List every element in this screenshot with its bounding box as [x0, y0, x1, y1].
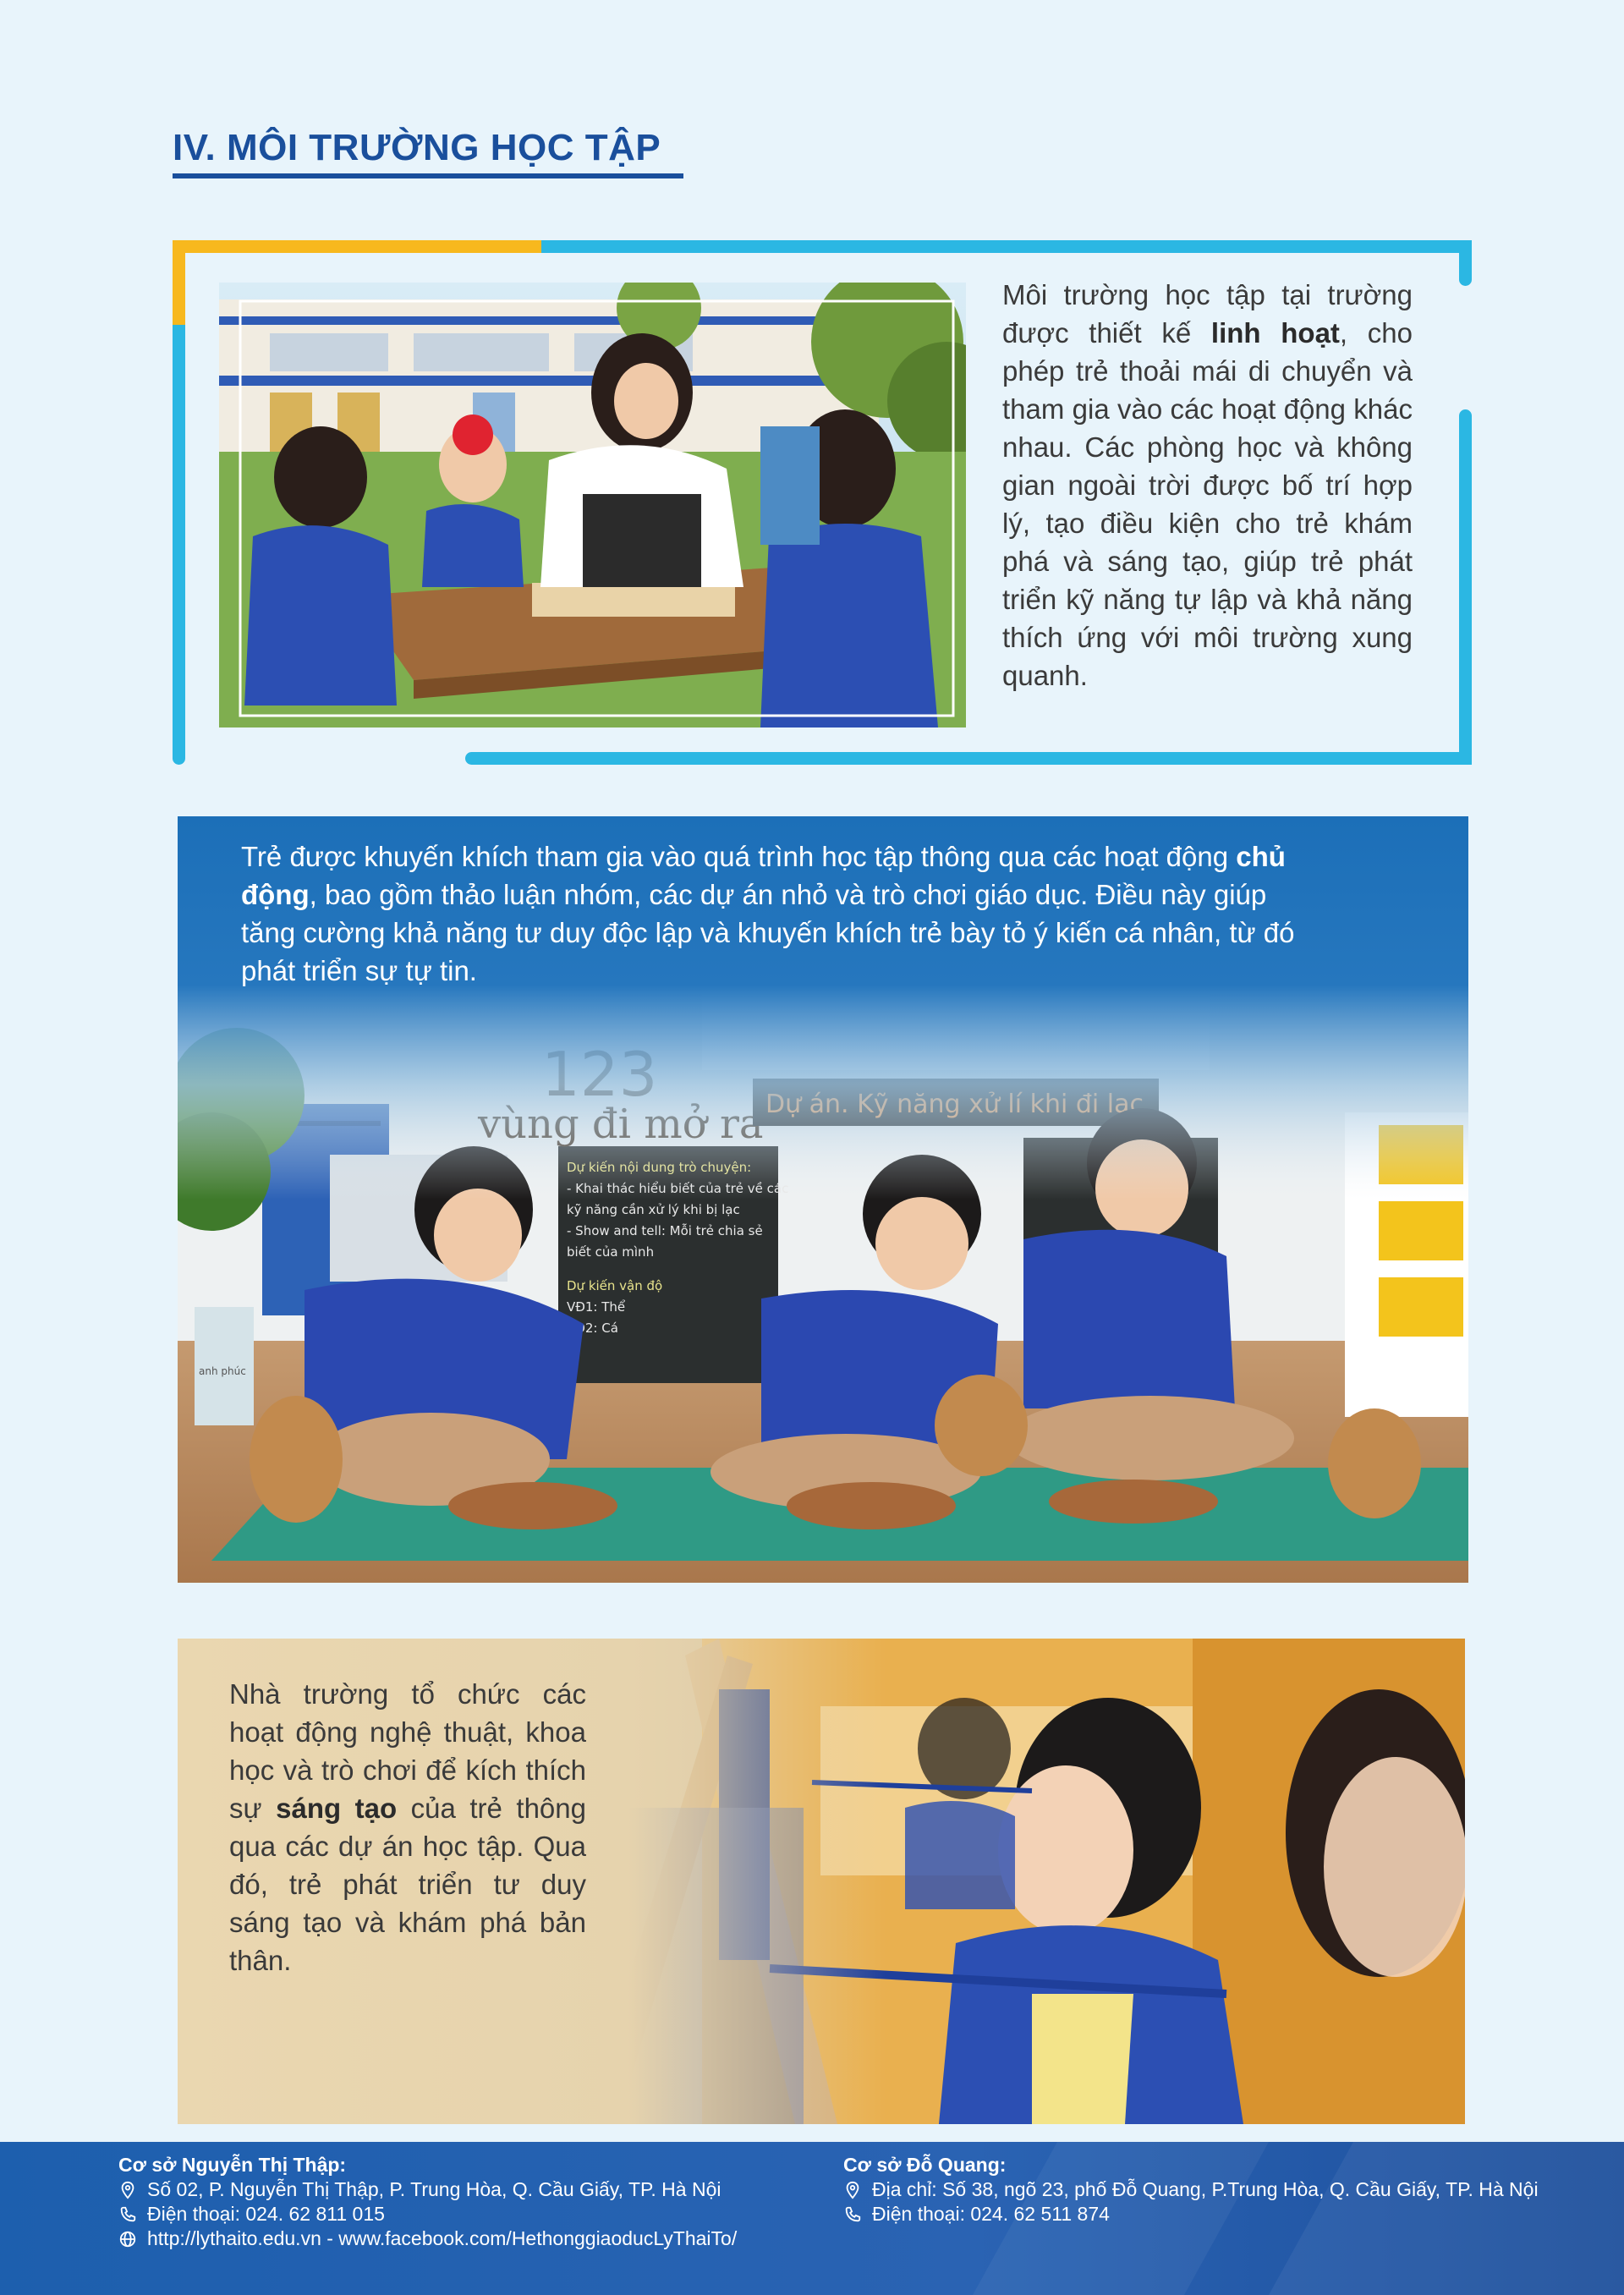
footer-contact-bar: [0, 2142, 1624, 2295]
campus-2-heading: Cơ sở Đỗ Quang:: [843, 2154, 1007, 2176]
frame-accent-yellow: [173, 240, 553, 253]
environment-paragraph: Môi trường học tập tại trường được thiết kế linh hoạt, cho phép trẻ thoải mái di chuyển và tham gia vào các hoạt động khác nhau. Các phòng học và không gian ngoài trời được bố trí hợp lý, tạo điều kiện cho trẻ khám phá và sáng tạo, giúp trẻ phát triển kỹ năng tự lập và khả năng thích ứng với môi trường xung quanh.: [1002, 279, 1413, 691]
campus-2-address: Địa chỉ: Số 38, ngõ 23, phố Đỗ Quang, P.Trung Hòa, Q. Cầu Giấy, TP. Hà Nội: [872, 2178, 1539, 2200]
frame-accent-cyan-left: [173, 325, 185, 765]
frame-accent-right-bottom: [1459, 409, 1472, 765]
footer-campus-do-quang: [843, 2153, 1539, 2226]
section-title: IV. MÔI TRƯỜNG HỌC TẬP: [173, 127, 661, 168]
frame-accent-bottom: [465, 752, 1472, 765]
frame-accent-cyan-top: [541, 240, 1472, 253]
campus-1-address: Số 02, P. Nguyễn Thị Thập, P. Trung Hòa, Q. Cầu Giấy, TP. Hà Nội: [147, 2178, 721, 2200]
phone-icon: [118, 2205, 137, 2224]
emphasis-active: chủ động: [241, 841, 1286, 910]
emphasis-creativity: sáng tạo: [276, 1793, 398, 1824]
globe-icon: [118, 2230, 137, 2248]
phone-icon: [843, 2205, 862, 2224]
frame-accent-right-top: [1459, 240, 1472, 286]
creativity-paragraph: Nhà trường tổ chức các hoạt động nghệ thuật, khoa học và trò chơi để kích thích sự sáng tạo của trẻ thông qua các dự án học tập. Qua đó, trẻ phát triển tư duy sáng tạo và khám phá bản thân.: [229, 1678, 586, 1976]
location-pin-icon: [118, 2181, 137, 2199]
frame-accent-yellow-left: [173, 240, 185, 325]
campus-1-phone: Điện thoại: 024. 62 811 015: [147, 2203, 385, 2225]
outdoor-activity-photo: [219, 283, 966, 727]
campus-1-heading: Cơ sở Nguyễn Thị Thập:: [118, 2154, 347, 2176]
emphasis-flexible: linh hoạt: [1210, 317, 1340, 349]
footer-campus-nguyen-thi-thap: [118, 2153, 737, 2251]
website-links[interactable]: http://lythaito.edu.vn - www.facebook.com/HethonggiaoducLyThaiTo/: [147, 2227, 738, 2249]
location-pin-icon: [843, 2181, 862, 2199]
active-learning-paragraph: Trẻ được khuyến khích tham gia vào quá trình học tập thông qua các hoạt động chủ động, bao gồm thảo luận nhóm, các dự án nhỏ và trò chơi giáo dục. Điều này giúp tăng cường khả năng tư duy độc lập và khuyến khích trẻ bày tỏ ý kiến cá nhân, từ đó phát triển sự tự tin.: [241, 841, 1295, 986]
title-underline: [173, 173, 683, 178]
campus-2-phone: Điện thoại: 024. 62 511 874: [872, 2203, 1110, 2225]
